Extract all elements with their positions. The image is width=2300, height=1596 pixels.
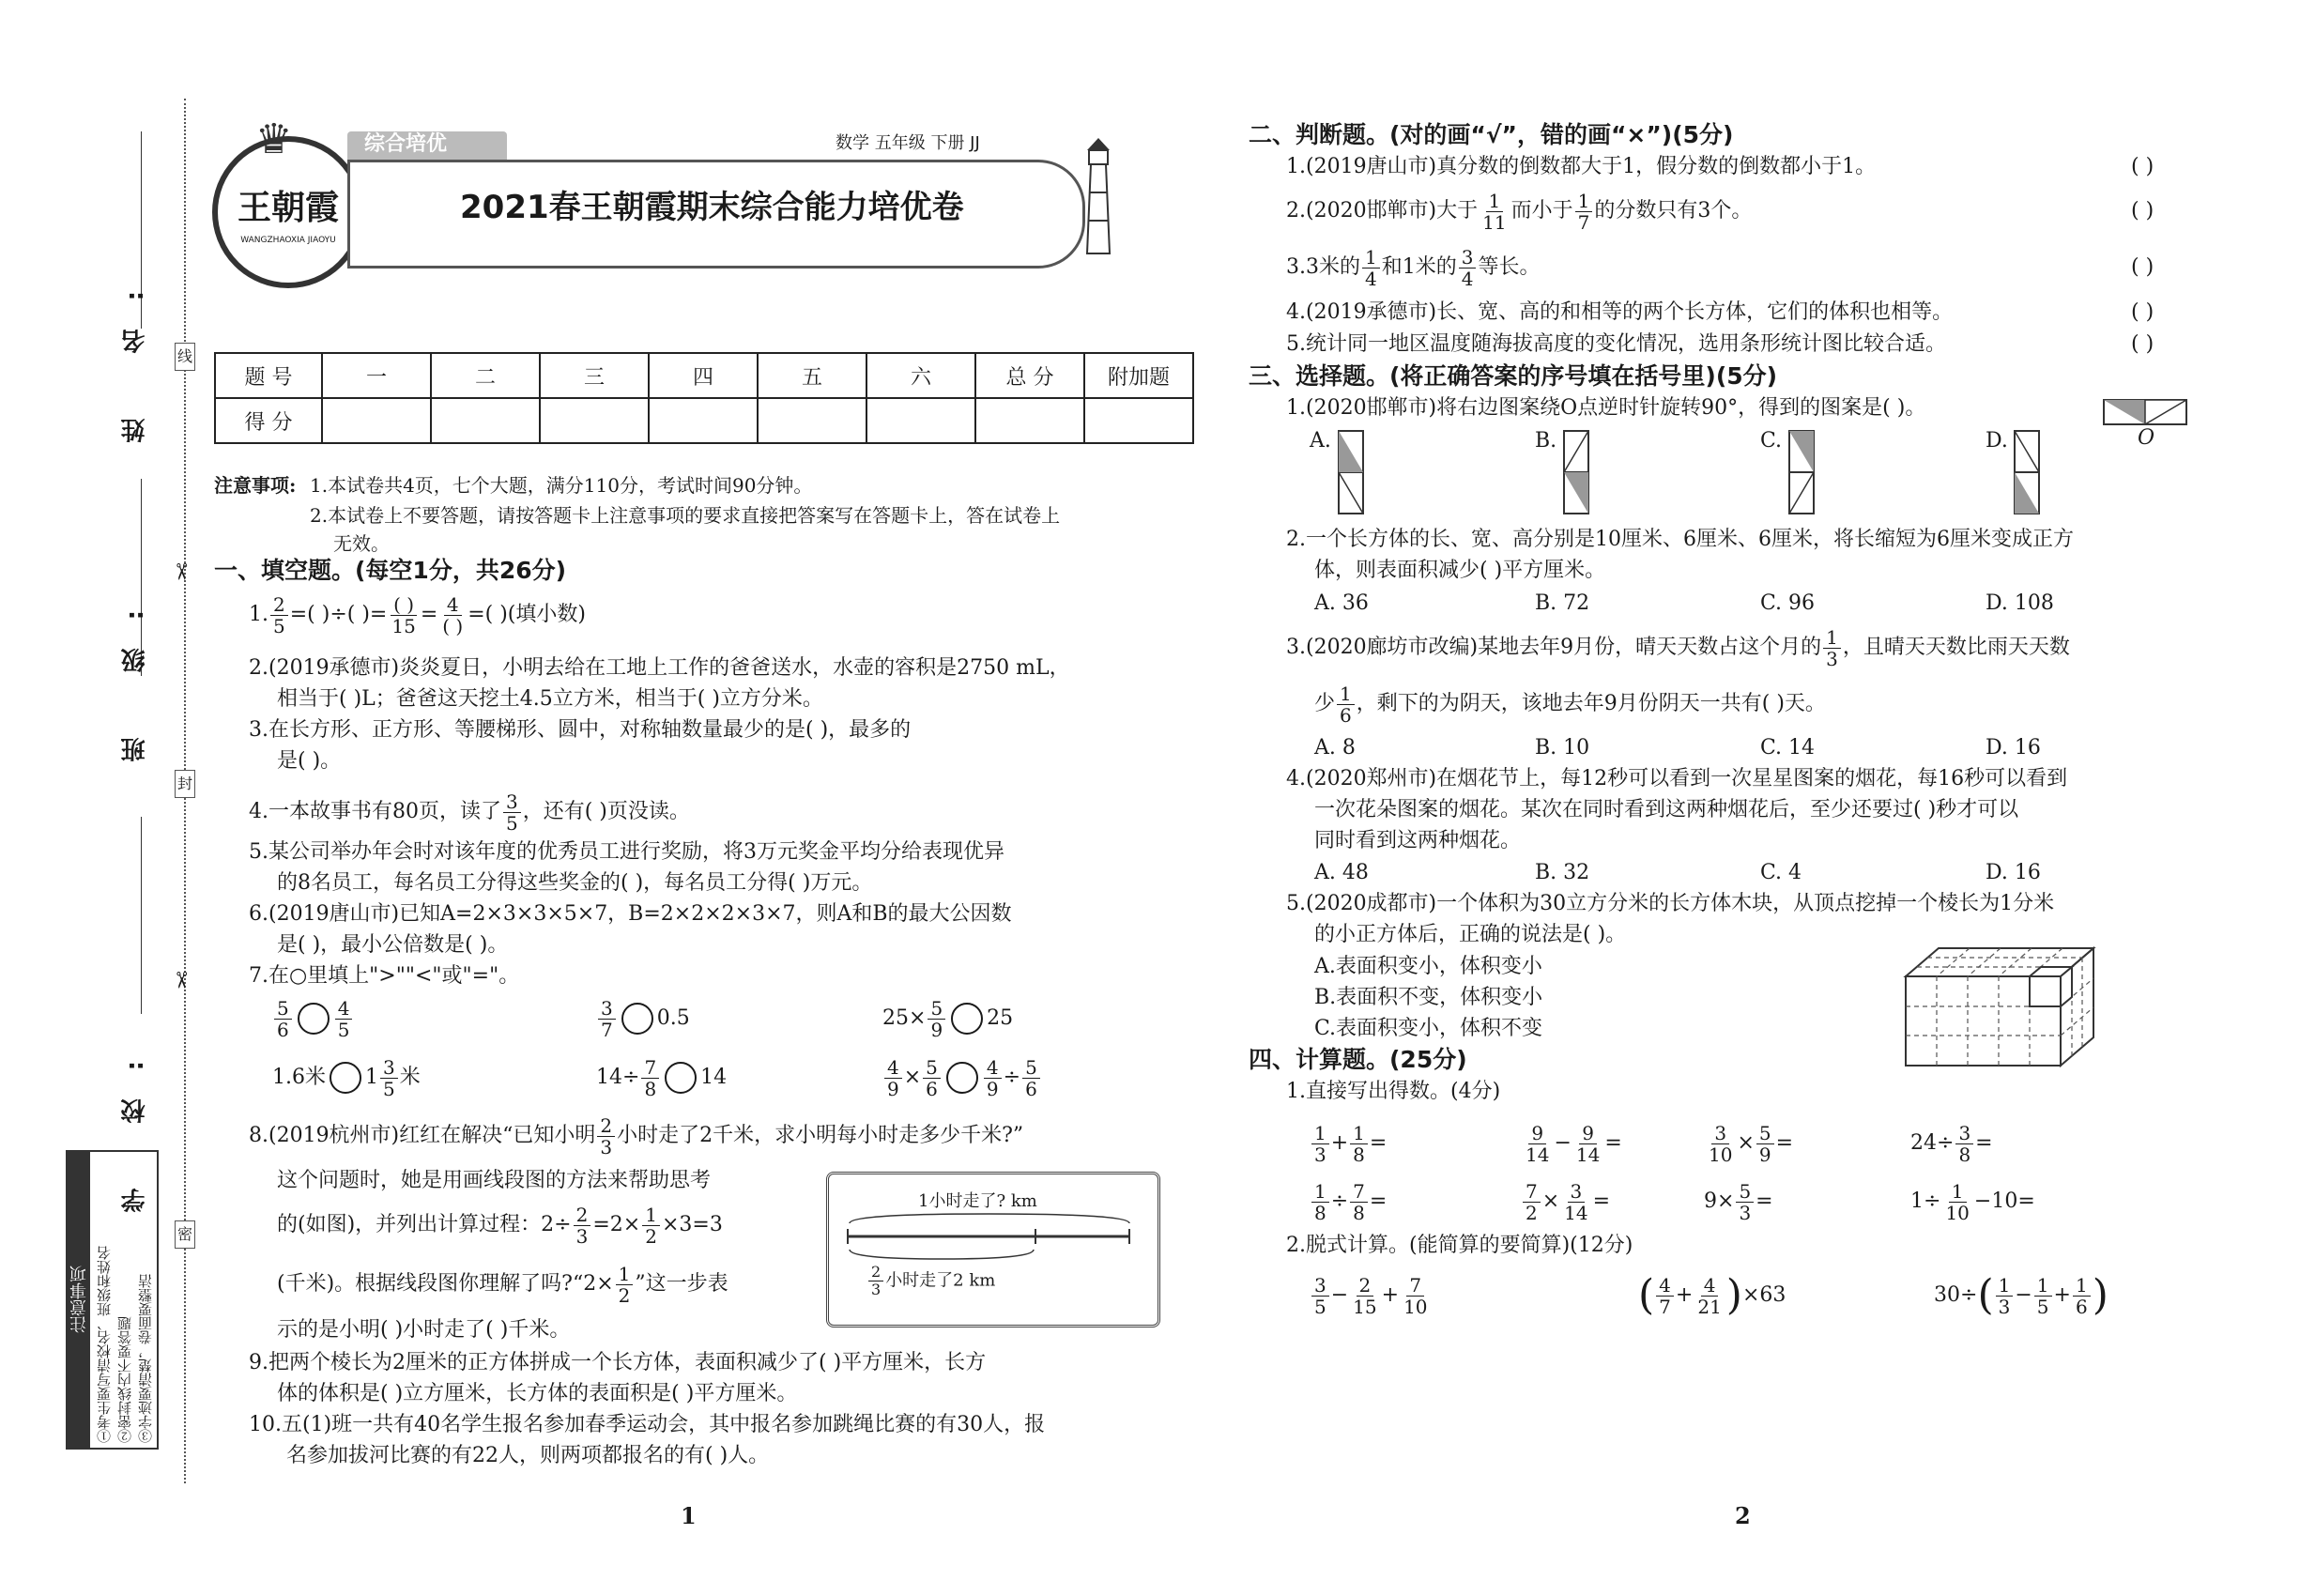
c3-option-c[interactable]: C. 14: [1760, 736, 1816, 760]
c1-option-d[interactable]: D.: [1986, 429, 2008, 453]
q1-3b: 是( )。: [277, 749, 342, 773]
c3-option-a[interactable]: A. 8: [1314, 736, 1356, 760]
q1-7: 7.在○里填上">""<"或"="。: [249, 964, 520, 988]
c4-option-d[interactable]: D. 16: [1986, 861, 2041, 884]
fraction: $\frac{7}{8}$: [641, 1057, 659, 1099]
brand-logo: [212, 115, 364, 288]
compare-circle[interactable]: [946, 1062, 978, 1094]
notes-line-2: 2.本试卷上不要答题，请按答题卡上注意事项的要求直接把答案写在答题卡上，答在试卷上: [310, 504, 1061, 527]
scissors-icon: ✂: [168, 561, 195, 582]
calc-step: 30÷( $\frac{1}{3}$ − $\frac{1}{5}$ + $\frac{1}{6}$ ): [1934, 1271, 2108, 1319]
c3a: 3.(2020廊坊市改编)某地去年9月份，晴天天数占这个月的 $\frac{1}{3}$ ，且晴天天数比雨天天数: [1286, 625, 2070, 670]
c3-option-d[interactable]: D. 16: [1986, 736, 2041, 760]
score-cell[interactable]: [1084, 398, 1193, 443]
fraction: $\frac{5}{6}$: [1022, 1057, 1040, 1099]
fraction: $\frac{1}{3}$: [1823, 627, 1841, 669]
q1-8d: (千米)。根据线段图你理解了吗?“2× $\frac{1}{2}$ ”这一步表: [277, 1262, 728, 1307]
fraction: $\frac{1}{7}$: [1575, 191, 1593, 233]
score-cell[interactable]: [649, 398, 758, 443]
q8-segment-svg: [829, 1174, 1158, 1325]
q1-2b: 相当于( )L；爸爸这天挖土4.5立方米，相当于( )立方分米。: [277, 687, 823, 711]
c3-option-b[interactable]: B. 10: [1535, 736, 1590, 760]
c4-option-b[interactable]: B. 32: [1535, 861, 1590, 884]
q1-5b: 的8名员工，每名员工分得这些奖金的( )，每名员工分得( )万元。: [277, 871, 873, 895]
sec1-title: 一、填空题。(每空1分，共26分): [214, 557, 567, 584]
gutter-notice-title: 注意事项: [68, 1152, 90, 1448]
c1-option-a[interactable]: A.: [1310, 429, 1331, 453]
q-number: 1.: [249, 603, 268, 626]
scissors-icon: ✂: [168, 970, 195, 990]
fraction: 3 5: [380, 1057, 398, 1099]
q1-8a: 8.(2019杭州市)红红在解决“已知小明 $\frac{2}{3}$ 小时走了2千米，求小明每小时走多少千米?”: [249, 1113, 1024, 1159]
seal-char-line: 线: [175, 343, 195, 371]
sec4-title: 四、计算题。(25分): [1249, 1046, 1467, 1073]
j3: 3.3米的 $\frac{1}{4}$ 和1米的 $\frac{3}{4}$ 等长。: [1286, 245, 1541, 290]
fraction: $\frac{5}{9}$: [928, 998, 945, 1040]
j2: 2.(2020邯郸市)大于 $\frac{1}{11}$ 而小于 $\frac{1}{7}$ 的分数只有3个。: [1286, 189, 1753, 234]
compare-circle[interactable]: [621, 1003, 653, 1035]
calc-part2: 2.脱式计算。(能简算的要简算)(12分): [1286, 1234, 1633, 1257]
score-value-row: [215, 398, 1193, 443]
rotation-pattern: [2103, 399, 2187, 425]
c2-option-c[interactable]: C. 96: [1760, 591, 1816, 615]
fraction: $\frac{5}{6}$: [923, 1057, 941, 1099]
lighthouse-icon: [1080, 136, 1117, 258]
score-cell[interactable]: [975, 398, 1084, 443]
score-col: 六: [866, 353, 975, 398]
brand-name: 王朝霞: [237, 188, 339, 227]
score-col: 五: [758, 353, 866, 398]
score-row-label: 得 分: [215, 398, 322, 443]
score-col-label: 题 号: [215, 353, 322, 398]
fraction: $\frac{1}{2}$: [642, 1205, 660, 1247]
q7-item-a: [272, 990, 354, 1047]
class-label: 班 级:: [121, 582, 149, 762]
sec3-title: 三、选择题。(将正确答案的序号填在括号里)(5分): [1249, 362, 1778, 390]
fraction: $\frac{1}{4}$: [1362, 247, 1380, 289]
score-cell[interactable]: [431, 398, 540, 443]
c1-option-b[interactable]: B.: [1535, 429, 1557, 453]
rotation-center-label: O: [2138, 426, 2155, 450]
c5-option-a[interactable]: A.表面积变小，体积变小: [1314, 955, 1542, 978]
j5: 5.统计同一地区温度随海拔高度的变化情况，选用条形统计图比较合适。: [1286, 332, 1946, 356]
subject-info: 数学 五年级 下册 JJ: [836, 133, 980, 153]
score-cell[interactable]: [322, 398, 431, 443]
c1: 1.(2020邯郸市)将右边图案绕O点逆时针旋转90°，得到的图案是( )。: [1286, 396, 1926, 420]
c5-option-b[interactable]: B.表面积不变，体积变小: [1314, 986, 1543, 1009]
c1-shape-b: [1563, 430, 1589, 518]
compare-circle[interactable]: [298, 1003, 330, 1035]
seal-char-secret: 密: [175, 1220, 195, 1249]
fraction: 4 ( ): [442, 592, 464, 637]
notes-line-3: 无效。: [333, 532, 390, 555]
fraction: $\frac{1}{11}$: [1482, 189, 1507, 234]
c4a: 4.(2020郑州市)在烟花节上，每12秒可以看到一次星星图案的烟花，每16秒可以看到: [1286, 767, 2068, 790]
q1-6a: 6.(2019唐山市)已知A=2×3×3×5×7，B=2×2×2×3×7，则A和B的最大公因数: [249, 902, 1012, 926]
q1-6b: 是( )，最小公倍数是( )。: [277, 933, 509, 957]
q1-8b: 这个问题时，她是用画线段图的方法来帮助思考: [277, 1169, 712, 1192]
school-underline: [141, 817, 142, 1014]
q1-8e: 示的是小明( )小时走了( )千米。: [277, 1318, 571, 1342]
calc-part1: 1.直接写出得数。(4分): [1286, 1080, 1501, 1103]
compare-circle[interactable]: [951, 1003, 983, 1035]
exam-title: 2021春王朝霞期末综合能力培优卷: [460, 189, 964, 226]
calc-item: $\frac{1}{8}$ ÷ $\frac{7}{8}$ =: [1310, 1174, 1387, 1230]
name-label: 姓 名:: [121, 263, 149, 443]
c5b: 的小正方体后，正确的说法是( )。: [1314, 923, 1627, 946]
cuboid-figure: [1901, 944, 2098, 1074]
notes-line-1: 1.本试卷共4页，七个大题，满分110分，考试时间90分钟。: [310, 474, 813, 497]
c2-option-d[interactable]: D. 108: [1986, 591, 2054, 615]
score-table: [214, 352, 1194, 444]
q1-10a: 10.五(1)班一共有40名学生报名参加春季运动会，其中报名参加跳绳比赛的有30人，报: [249, 1413, 1046, 1436]
series-label: 综合培优: [364, 132, 448, 156]
score-col: 附加题: [1084, 353, 1193, 398]
c2-option-a[interactable]: A. 36: [1314, 591, 1369, 615]
fraction: $\frac{4}{9}$: [984, 1057, 1002, 1099]
q7-item-d: 1.6米 1 3 5 米: [272, 1055, 421, 1100]
q8-line-diagram: [826, 1172, 1160, 1327]
q1-3a: 3.在长方形、正方形、等腰梯形、圆中，对称轴数量最少的是( )，最多的: [249, 718, 912, 742]
fraction: $\frac{2}{5}$: [270, 594, 288, 637]
q7-item-c: 25× $\frac{5}{9}$ 25: [882, 996, 1014, 1041]
c4c: 同时看到这两种烟花。: [1314, 829, 1522, 852]
sec2-title: 二、判断题。(对的画“√”，错的画“×”)(5分): [1249, 121, 1734, 148]
c1-option-c[interactable]: C.: [1760, 429, 1783, 453]
c2-option-b[interactable]: B. 72: [1535, 591, 1590, 615]
q7-item-e: 14÷ $\frac{7}{8}$ 14: [596, 1055, 728, 1100]
answer-bracket[interactable]: ( ): [2131, 300, 2154, 324]
q1-2a: 2.(2019承德市)炎炎夏日，小明去给在工地上工作的爸爸送水，水壶的容积是2750 mL，: [249, 656, 1070, 680]
compare-circle[interactable]: [330, 1062, 361, 1094]
answer-bracket[interactable]: ( ): [2131, 255, 2154, 279]
answer-bracket[interactable]: ( ): [2131, 199, 2154, 223]
seal-char-seal: 封: [175, 770, 195, 798]
c1-shape-a: [1338, 430, 1364, 518]
c4-option-c[interactable]: C. 4: [1760, 861, 1802, 884]
page-number-1: 1: [681, 1502, 697, 1529]
calc-item: 1÷ $\frac{1}{10}$ −10=: [1910, 1179, 2035, 1224]
calc-step: ( $\frac{4}{7}$ + $\frac{4}{21}$ )×63: [1638, 1271, 1786, 1319]
q7-item-f: $\frac{4}{9}$ × $\frac{5}{6}$ $\frac{4}{9}$ ÷ $\frac{5}{6}$: [882, 1050, 1042, 1106]
calc-item: $\frac{7}{2}$ × $\frac{3}{14}$ =: [1521, 1174, 1610, 1230]
score-header-row: [215, 353, 1193, 398]
fraction: $\frac{2}{3}$: [597, 1115, 615, 1158]
score-col: 总 分: [975, 353, 1084, 398]
answer-bracket[interactable]: ( ): [2131, 332, 2154, 356]
c4-option-a[interactable]: A. 48: [1314, 861, 1369, 884]
fraction: $\frac{3}{5}$: [503, 791, 521, 834]
notes-label: 注意事项:: [214, 474, 297, 497]
j1: 1.(2019唐山市)真分数的倒数都大于1，假分数的倒数都小于1。: [1286, 155, 1877, 178]
q1-4: 4.一本故事书有80页，读了 $\frac{3}{5}$ ，还有( )页没读。: [249, 790, 690, 835]
score-cell[interactable]: [758, 398, 866, 443]
q1-1: 1. $\frac{2}{5}$ =( )÷( )= ( ) 15 = 4 ( ) =( )(填小数): [249, 592, 586, 637]
q1-10b: 名参加拔河比赛的有22人，则两项都报名的有( )人。: [286, 1444, 770, 1467]
c2a: 2.一个长方体的长、宽、高分别是10厘米、6厘米、6厘米，将长缩短为6厘米变成正方: [1286, 528, 2074, 551]
c2b: 体，则表面积减少( )平方厘米。: [1314, 559, 1606, 582]
c3b: 少 $\frac{1}{6}$ ，剩下的为阴天，该地去年9月份阴天一共有( )天。: [1314, 682, 1826, 727]
score-col: 四: [649, 353, 758, 398]
c1-shape-c: [1788, 430, 1815, 518]
q8-bottom-label: $\frac{2}{3}$ 小时走了2 km: [866, 1264, 995, 1298]
fraction: $\frac{1}{6}$: [1337, 683, 1355, 726]
q1-9a: 9.把两个棱长为2厘米的正方体拼成一个长方体，表面积减少了( )平方厘米，长方: [249, 1351, 987, 1374]
c4b: 一次花朵图案的烟花。某次在同时看到这两种烟花后，至少还要过( )秒才可以: [1314, 798, 2019, 821]
answer-bracket[interactable]: ( ): [2131, 155, 2154, 178]
score-col: 三: [540, 353, 649, 398]
calc-item: $\frac{3}{10}$ × $\frac{5}{9}$ =: [1709, 1121, 1794, 1166]
calc-item: $\frac{1}{3}$ + $\frac{1}{8}$ =: [1310, 1115, 1387, 1172]
score-cell[interactable]: [540, 398, 649, 443]
gutter-notice-line: ②密封线内不要答题: [116, 1316, 133, 1443]
calc-step: $\frac{3}{5}$ − $\frac{2}{15}$ + $\frac{7}{10}$: [1310, 1267, 1433, 1324]
c5a: 5.(2020成都市)一个体积为30立方分米的长方体木块，从顶点挖掉一个棱长为1分米: [1286, 892, 2055, 915]
q8-top-label: 1小时走了? km: [918, 1191, 1037, 1211]
q1-5a: 5.某公司举办年会时对该年度的优秀员工进行奖励，将3万元奖金平均分给表现优异: [249, 840, 1004, 864]
fraction: $\frac{4}{9}$: [884, 1057, 902, 1099]
gutter-notice-line: ③字迹要清楚，卷面要整洁: [137, 1274, 154, 1443]
fraction: ( ) 15: [391, 592, 416, 637]
calc-item: $\frac{9}{14}$ − $\frac{9}{14}$ =: [1526, 1121, 1622, 1166]
calc-item: 9× $\frac{5}{3}$ =: [1704, 1179, 1773, 1224]
calc-item: 24÷ $\frac{3}{8}$ =: [1910, 1121, 1993, 1166]
compare-circle[interactable]: [665, 1062, 697, 1094]
fraction: $\frac{3}{4}$: [1459, 247, 1477, 289]
j4: 4.(2019承德市)长、宽、高的和相等的两个长方体，它们的体积也相等。: [1286, 300, 1954, 324]
fraction: $\frac{1}{2}$: [616, 1264, 634, 1306]
fraction: $\frac{2}{3}$: [574, 1205, 591, 1247]
q1-8c: 的(如图)，并列出计算过程：2÷ $\frac{2}{3}$ =2× $\frac{1}{2}$ ×3=3: [277, 1203, 723, 1248]
q7-item-b: $\frac{3}{7}$ 0.5: [596, 990, 690, 1047]
gutter-notice-box: [66, 1150, 159, 1450]
gutter-notice-line: ①考生要写清校名、班级和姓名: [96, 1246, 113, 1443]
score-col: 一: [322, 353, 431, 398]
fraction: $\frac{3}{7}$: [598, 998, 616, 1040]
fraction: $\frac{4}{5}$: [335, 998, 353, 1040]
c1-shape-d: [2014, 430, 2040, 518]
score-col: 二: [431, 353, 540, 398]
q1-9b: 体的体积是( )立方厘米，长方体的表面积是( )平方厘米。: [277, 1382, 798, 1405]
page-number-2: 2: [1735, 1502, 1751, 1529]
school-label: 学 校:: [121, 1033, 149, 1213]
c5-option-c[interactable]: C.表面积变小，体积不变: [1314, 1017, 1543, 1040]
fraction: $\frac{5}{6}$: [274, 998, 292, 1040]
score-cell[interactable]: [866, 398, 975, 443]
brand-latin: WANGZHAOXIA JIAOYU: [240, 236, 336, 245]
crown-icon: ♛: [255, 115, 293, 163]
